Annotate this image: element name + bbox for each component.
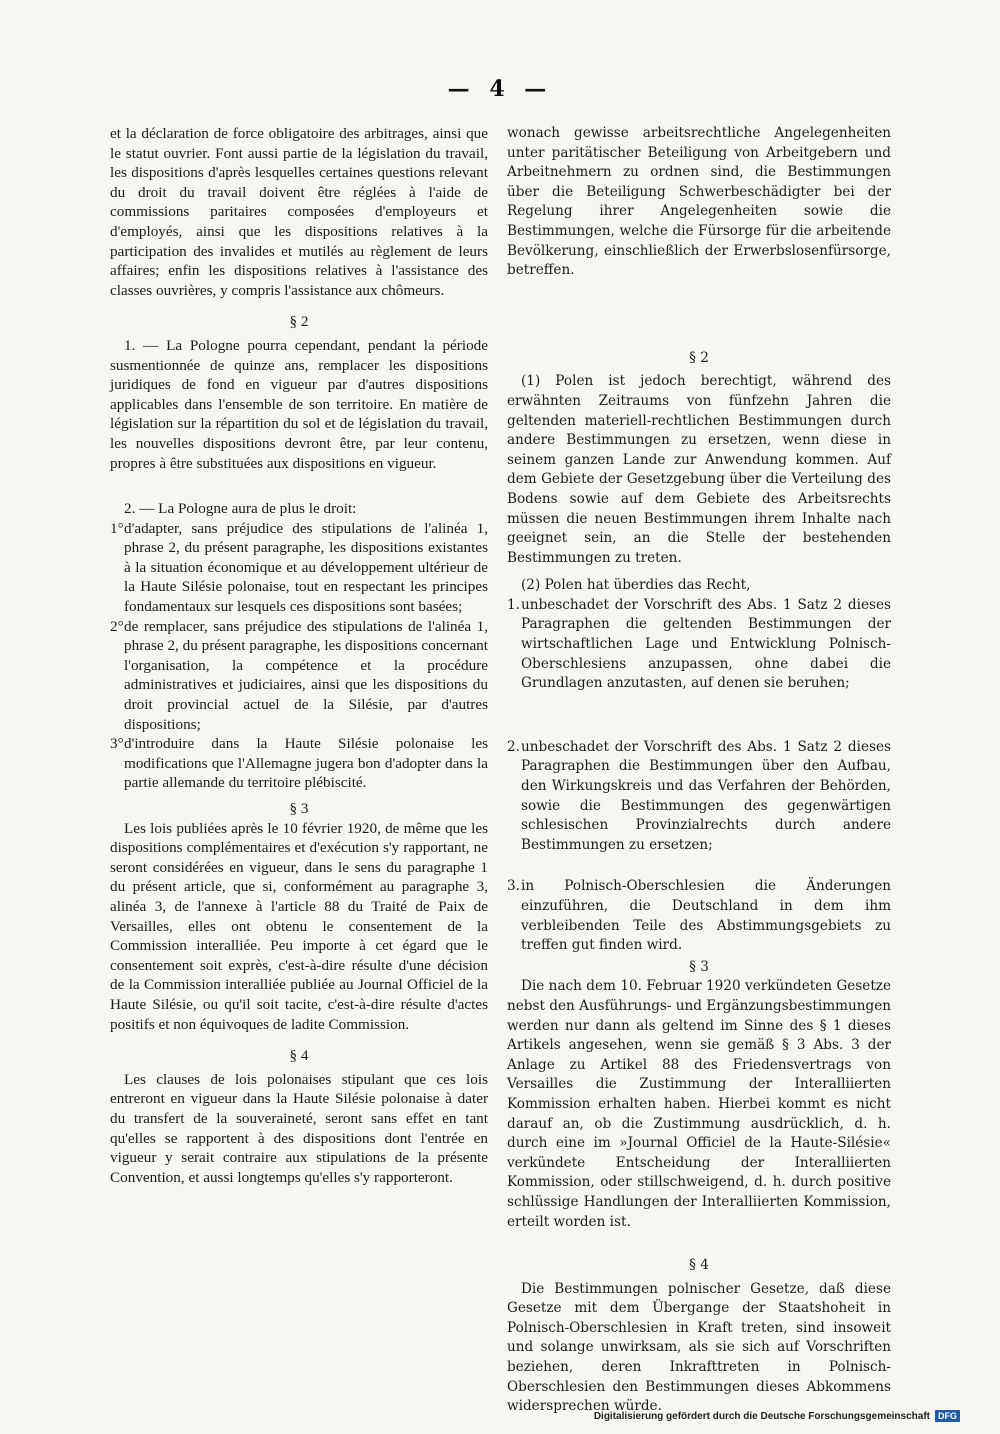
german-list-text-3: in Polnisch-Oberschlesien die Änderungen einzuführen, die Deutschland in dem ihm verbleibenden Teile des Abstimmungsgebiets zu treffen gut finden wird. bbox=[521, 878, 891, 954]
french-section-2-para-1: 1. — La Pologne pourra cependant, pendant la période susmentionnée de quinze ans, remplacer les dispositions juridiques de fond en vigueur par d'autres dispositions applicables dans l'ensemble de son territoire. En matière de législation sur la répartition du sol et de législation du travail, les nouvelles dispositions devront être, par leur contenu, propres à être substituées aux dispositions en vigueur. bbox=[110, 336, 488, 472]
digitization-credit bbox=[594, 1410, 960, 1422]
french-list-num-1: 1° bbox=[110, 519, 124, 537]
german-list-text-2: unbeschadet der Vorschrift des Abs. 1 Satz 2 dieses Paragraphen die Bestimmungen über den Aufbau, den Wirkungskreis und das Verfahren der Behörden, sowie die Bestimmungen des gegenwärtigen schlesischen Provinzialrechts durch andere Bestimmungen zu ersetzen; bbox=[521, 738, 891, 853]
french-section-3-para-1: Les lois publiées après le 10 février 1920, de même que les dispositions complémentaires et d'exécution s'y rapportant, ne seront considérées en vigueur, dans le sens du paragraphe 1 du présent article, que si, conformément au paragraphe 3, alinéa 3, de l'annexe à l'article 88 du Traité de Paix de Versailles, elles ont obtenu le consentement de la Commission interalliée. Peu importe à cet égard que le consentement soit exprès, c'est-à-dire résulte d'une décision de la Commission interalliée publiée au Journal Officiel de la Haute Silésie, ou qu'il soit tacite, c'est-à-dire résulte d'actes positifs et non équivoques de ladite Commission. bbox=[110, 819, 488, 1033]
french-list-text-1: d'adapter, sans préjudice des stipulations de l'alinéa 1, phrase 2, du présent paragraphe, les dispositions existantes à la situation économique et au développement ultérieur de la Haute Silésie polonaise, tout en respectant les principes fondamentaux sur lesquels ces dispositions sont basées; bbox=[124, 519, 488, 616]
german-section-2-title: § 2 bbox=[689, 349, 709, 366]
german-section-4-para-1: Die Bestimmungen polnischer Gesetze, daß diese Gesetze mit dem Übergange der Staatshoheit in Polnisch-Oberschlesien in Kraft treten, sind insoweit und solange unwirksam, als sie sich auf Vorschriften beziehen, deren Inkrafttreten in Polnisch-Oberschlesien den Bestimmungen dieses Abkommens widersprechen würde. bbox=[507, 1280, 891, 1415]
page-number: — 4 — bbox=[447, 76, 553, 102]
german-list-text-1: unbeschadet der Vorschrift des Abs. 1 Satz 2 dieses Paragraphen die geltenden Bestimmungen der wirtschaftlichen Lage und Entwicklung Polnisch-Oberschlesiens anzupassen, ohne dabei die Grundlagen anzutasten, auf denen sie beruhen; bbox=[521, 596, 891, 692]
german-list-item-1 bbox=[507, 596, 891, 694]
german-list-num-2: 2. bbox=[507, 738, 520, 755]
french-list-item-1 bbox=[110, 519, 488, 617]
german-section-2-para-1: (1) Polen ist jedoch berechtigt, während des erwähnten Zeitraums von fünfzehn Jahren die geltenden materiell-rechtlichen Bestimmungen durch andere Bestimmungen zu ersetzen, wenn diese in seinem ganzen Lande zur Anwendung kommen. Auf dem Gebiete der Gesetzgebung über die Verteilung des Bodens sowie auf dem Gebiete des Arbeitsrechts müssen die neuen Bestimmungen ihrem Inhalte nach geeignet sein, an die Stelle der bestehenden Bestimmungen zu treten. bbox=[507, 373, 891, 566]
french-section-4-title: § 4 bbox=[289, 1047, 309, 1065]
digitization-credit-text: Digitalisierung gefördert durch die Deutsche Forschungsgemeinschaft bbox=[593, 1410, 930, 1422]
french-list-num-2: 2° bbox=[110, 617, 124, 635]
german-list-num-1: 1. bbox=[507, 596, 520, 613]
german-section-4-title: § 4 bbox=[689, 1257, 709, 1274]
french-list-item-3 bbox=[110, 734, 488, 793]
german-section-2-para-2: (2) Polen hat überdies das Recht, bbox=[521, 577, 751, 594]
german-section-3-para-1: Die nach dem 10. Februar 1920 verkündeten Gesetze nebst den Ausführungs- und Ergänzungsbestimmungen werden nur dann als geltend im Sinne des § 1 dieses Artikels angesehen, wenn sie gemäß § 3 Abs. 3 der Anlage zu Artikel 88 des Friedensvertrags von Versailles die Zustimmung der Interalliierten Kommission erhalten haben. Hierbei kommt es nicht darauf an, ob die Zustimmung ausdrücklich, d. h. durch eine im »Journal Officiel de la Haute-Silésie« verkündete Entscheidung der Interalliierten Kommission, oder stillschweigend, d. h. durch positive schlüssige Handlungen der Interalliierten Kommission, erteilt worden ist. bbox=[507, 978, 891, 1230]
german-section-3-title: § 3 bbox=[689, 958, 709, 975]
french-list-num-3: 3° bbox=[110, 735, 124, 753]
german-column bbox=[507, 124, 891, 1417]
german-list-item-3 bbox=[507, 877, 891, 955]
german-intro: wonach gewisse arbeitsrechtliche Angelegenheiten unter paritätischer Beteiligung von Arbeitgebern und Arbeitnehmern zu ordnen sind, die Bestimmungen über die Beteiligung Schwerbeschädigter bei der Regelung ihrer Angelegenheiten sowie die Bestimmungen, welche die Fürsorge für die arbeitende Bevölkerung, einschließlich der Erwerbslosenfürsorge, betreffen. bbox=[507, 125, 891, 279]
french-list-text-3: d'introduire dans la Haute Silésie polonaise les modifications que l'Allemagne jugera bon d'adopter dans la partie allemande du territoire plébiscité. bbox=[124, 735, 488, 792]
french-column bbox=[110, 124, 488, 1187]
french-section-2-para-2: 2. — La Pologne aura de plus le droit: bbox=[124, 500, 357, 518]
french-list-text-2: de remplacer, sans préjudice des stipulations de l'alinéa 1, phrase 2, du présent paragraphe, les dispositions concernant l'organisation, la compétence et la procédure administratives et judiciaires, ainsi que les dispositions du droit provincial actuel de la Silésie, par d'autres dispositions; bbox=[124, 617, 488, 733]
french-list-item-2 bbox=[110, 617, 488, 735]
french-section-3-title: § 3 bbox=[289, 800, 309, 817]
french-intro: et la déclaration de force obligatoire des arbitrages, ainsi que le statut ouvrier. Font aussi partie de la législation du travail, les dispositions d'après lesquelles certaines questions relevant du droit du travail doivent être réglées à l'aide de commissions paritaires composées d'employeurs et d'employés, ainsi que les dispositions relatives à la participation des invalides et mutilés au règlement de leurs affaires; enfin les dispositions relatives à l'assistance des classes ouvrières, y compris l'assistance aux chômeurs. bbox=[110, 125, 488, 299]
german-list-num-3: 3. bbox=[507, 878, 520, 895]
dfg-logo: DFG bbox=[935, 1410, 960, 1422]
german-list-item-2 bbox=[507, 738, 891, 856]
french-section-4-para-1: Les clauses de lois polonaises stipulant que ces lois entreront en vigueur dans la Haute Silésie polonaise à dater du transfert de la souveraineté, seront sans effet en tant qu'elles se rapportent à des dispositions dont l'entrée en vigueur y serait contraire aux stipulations de la présente Convention, et aussi longtemps qu'elles s'y rapporteront. bbox=[110, 1070, 488, 1186]
french-section-2-title: § 2 bbox=[289, 313, 309, 331]
